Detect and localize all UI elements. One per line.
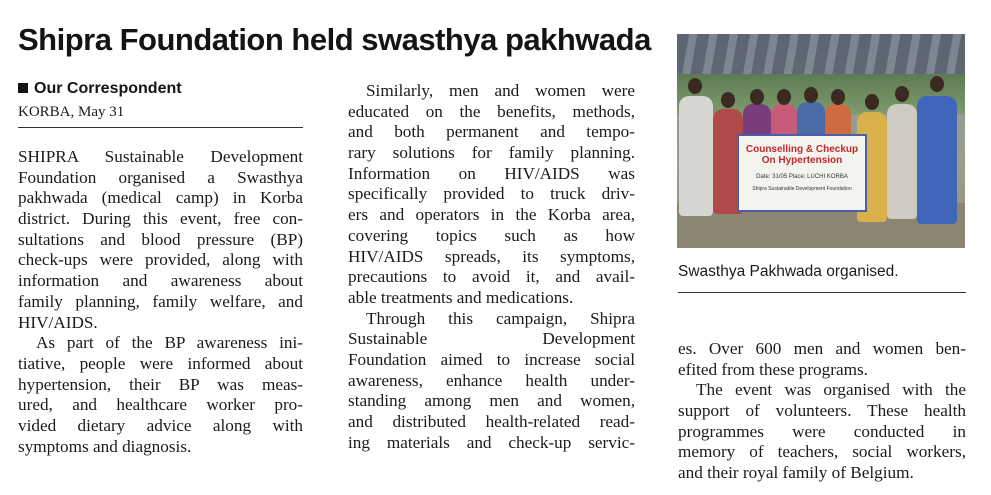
text-line: hypertension, their BP was meas- [18,374,303,394]
photo-person-head [688,78,702,94]
text-line: information and awareness about [18,271,303,291]
text-line: and distributed health-related read- [348,412,635,431]
headline: Shipra Foundation held swasthya pakhwada [18,22,651,57]
text-line: efited from these programs. [678,359,868,379]
text-line: educated on the benefits, methods, [348,101,635,121]
text-line: HIV/AIDS spreads, its symptoms, [348,246,635,266]
text-line: ing materials and check-up servic- [348,432,635,452]
article-column-1 [18,147,303,457]
text-line: check-ups were provided, along with [18,250,303,270]
dateline: KORBA, May 31 [18,104,125,120]
photo-person-head [930,76,944,92]
text-line: HIV/AIDS. [18,312,98,332]
photo-caption: Swasthya Pakhwada organised. [678,263,899,280]
photo-person-head [865,94,879,110]
text-line: pakhwada (medical camp) in Korba [18,188,303,208]
photo-person [917,96,957,224]
photo-banner [737,134,867,212]
text-line: ers and operators in the Korba area, [348,205,635,225]
photo-person-head [750,89,764,105]
byline [18,80,182,98]
text-line: support of volunteers. These health [678,401,966,421]
text-line: The event was organised with the [696,380,966,400]
text-line: family planning, family welfare, and [18,291,303,311]
text-line: and their royal family of Belgium. [678,463,914,483]
text-line: Foundation aimed to increase social [348,349,635,369]
banner-organisation: Shipra Sustainable Development Foundation [752,186,852,192]
text-line: symptoms and diagnosis. [18,436,192,456]
photo-person-head [831,89,845,105]
text-line: Information on HIV/AIDS was [348,163,635,183]
text-line: Sustainable Development [348,329,635,349]
text-line: covering topics such as how [348,225,635,245]
text-line: SHIPRA Sustainable Development [18,147,303,166]
text-line: and both permanent and tempo- [348,122,635,142]
text-line: awareness, enhance health under- [348,370,635,390]
photo-person [679,96,713,216]
text-line: Foundation organised a Swasthya [18,167,303,187]
dateline-rule [18,127,303,128]
text-line: rary solutions for family planning. [348,143,635,163]
text-line: Similarly, men and women were [366,81,635,100]
caption-rule [678,292,966,293]
text-line: standing among men and women, [348,391,635,411]
text-line: able treatments and medications. [348,287,574,307]
banner-title: Counselling & Checkup On Hypertension [745,144,859,166]
article-column-2 [348,81,635,453]
article-column-3 [678,339,966,484]
text-line: district. During this event, free con- [18,209,303,229]
text-line: programmes were conducted in [678,421,966,441]
photo-person [887,104,917,219]
text-line: memory of teachers, social workers, [678,442,966,462]
text-line: precautions to avoid it, and avail- [348,267,635,287]
banner-details: Date: 31/05 Place: LUCHI KORBA [756,174,848,180]
byline-text: Our Correspondent [34,80,182,97]
text-line: As part of the BP awareness ini- [36,333,303,353]
text-line: vided dietary advice along with [18,415,303,435]
photo-person-head [721,92,735,108]
text-line: Through this campaign, Shipra [366,308,635,328]
photo-person-head [777,89,791,105]
photo-person-head [804,87,818,103]
text-line: sultations and blood pressure (BP) [18,229,303,249]
text-line: tiative, people were informed about [18,353,303,373]
text-line: ured, and healthcare worker pro- [18,395,303,415]
byline-square-icon [18,83,28,93]
text-line: specifically provided to truck driv- [348,184,635,204]
text-line: es. Over 600 men and women ben- [678,339,966,358]
photo-person-head [895,86,909,102]
event-photo [677,34,965,248]
